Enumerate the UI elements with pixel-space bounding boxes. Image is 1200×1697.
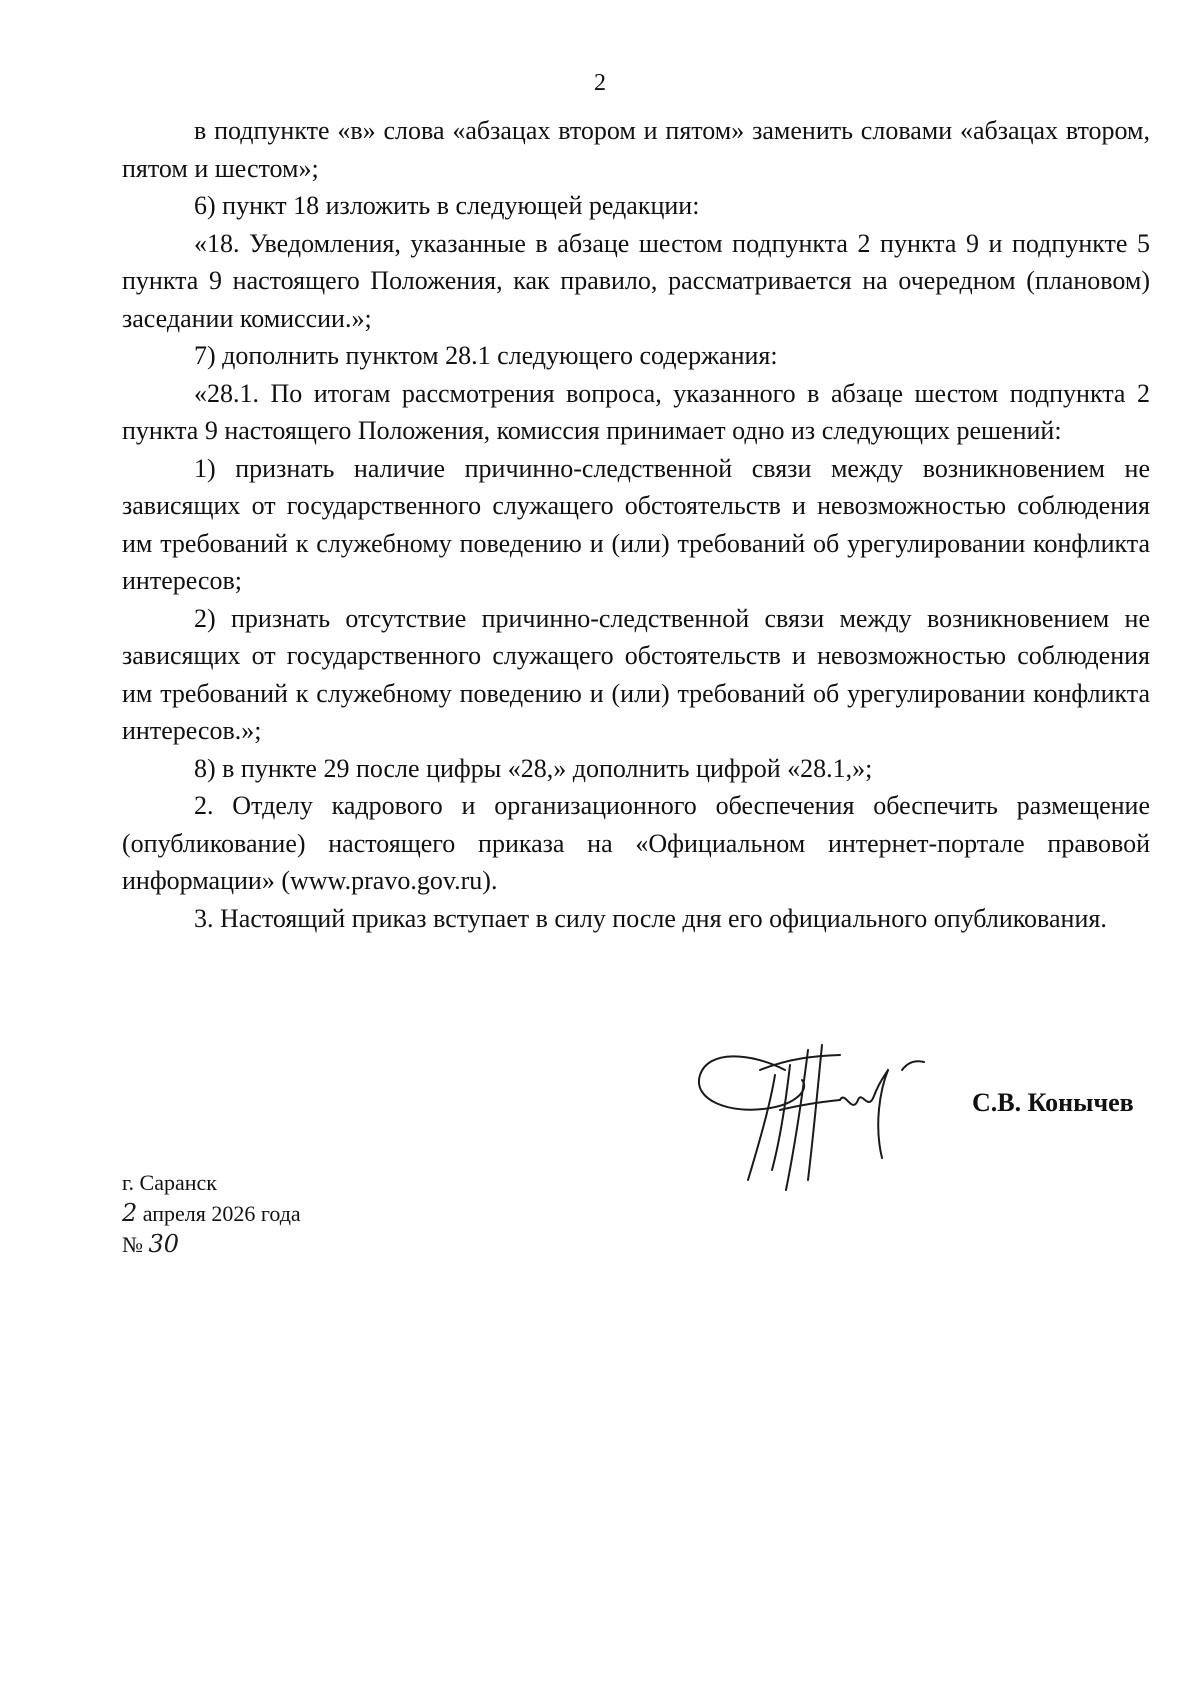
number-value-handwritten: 30 (148, 1230, 180, 1258)
date-day-handwritten: 2 (122, 1199, 138, 1227)
city-line: г. Саранск (122, 1170, 217, 1195)
paragraph-10: 3. Настоящий приказ вступает в силу после дня его официального опубликования. (194, 903, 1107, 933)
paragraph-2: 6) пункт 18 изложить в следующей редакции: (194, 191, 700, 220)
paragraph-3: «18. Уведомления, указанные в абзаце шестом подпункта 2 пункта 9 и подпункте 5 пункта 9 настоящего Положения, как правило, рассматривается на очередном (плановом) заседании комиссии.»; (122, 228, 1150, 333)
signature-block (690, 1030, 1160, 1200)
date-rest: апреля 2026 года (142, 1201, 301, 1226)
paragraph-7: 2) признать отсутствие причинно-следственной связи между возникновением не зависящих от государственного служащего обстоятельств и невозможностью соблюдения им требований к служебному поведению и (или) требований об урегулировании конфликта интересов.»; (122, 603, 1150, 745)
number-line (122, 1229, 301, 1260)
page-number: 2 (594, 70, 606, 96)
paragraph-5: «28.1. По итогам рассмотрения вопроса, указанного в абзаце шестом подпункта 2 пункта 9 настоящего Положения, комиссия принимает одно из следующих решений: (122, 378, 1150, 445)
number-label: № (122, 1232, 143, 1257)
signer-name: С.В. Конычев (972, 1088, 1134, 1117)
paragraph-4: 7) дополнить пунктом 28.1 следующего содержания: (194, 341, 778, 370)
paragraph-9: 2. Отделу кадрового и организационного обеспечения обеспечить размещение (опубликование) настоящего приказа на «Официальном интернет-портале правовой информации» (www.pravo.gov.ru). (122, 791, 1150, 895)
paragraph-6: 1) признать наличие причинно-следственной связи между возникновением не зависящих от государственного служащего обстоятельств и невозможностью соблюдения им требований к служебному поведению и (или) требований об урегулировании конфликта интересов; (122, 453, 1150, 595)
document-footer (122, 1168, 301, 1260)
document-body (122, 112, 1150, 937)
paragraph-1: в подпункте «в» слова «абзацах втором и пятом» заменить словами «абзацах втором, пятом и шестом»; (122, 116, 1150, 183)
date-line (122, 1198, 301, 1229)
handwritten-signature-icon (690, 1030, 940, 1200)
paragraph-8: 8) в пункте 29 после цифры «28,» дополнить цифрой «28.1,»; (194, 753, 873, 783)
